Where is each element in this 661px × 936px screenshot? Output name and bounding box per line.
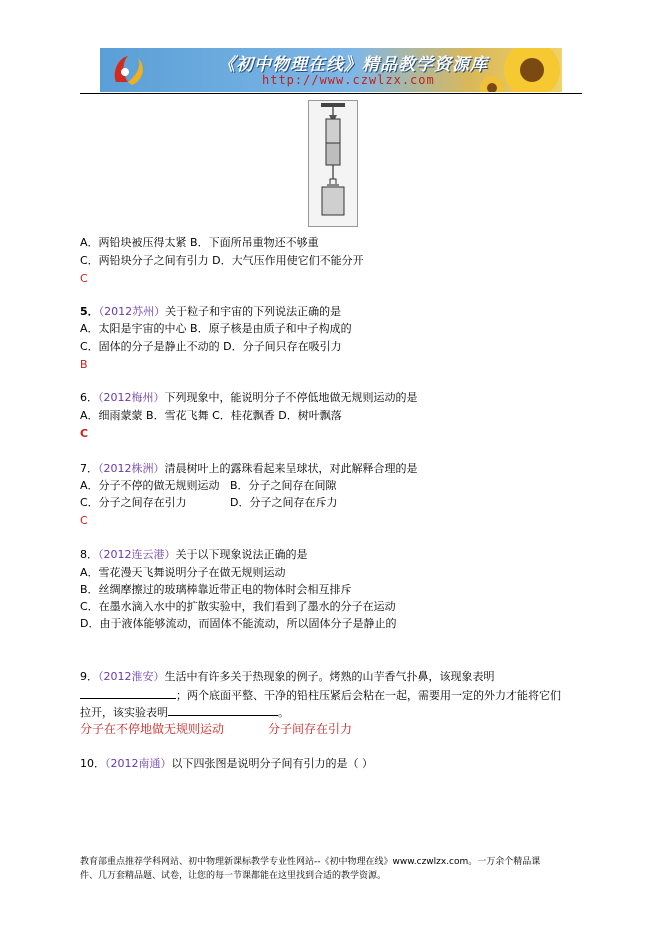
q9-blank-2[interactable] (168, 705, 278, 716)
q9-stem-text: 生活中有许多关于热现象的例子。烤熟的山芋香气扑鼻，该现象表明 (164, 670, 495, 683)
q5-source: （2012苏州） (98, 305, 166, 318)
q9-number: 9． (80, 670, 98, 683)
q6-options: A．细雨蒙蒙 B．雪花飞舞 C．桂花飘香 D．树叶飘落 (80, 409, 342, 422)
site-logo-icon (108, 52, 148, 88)
q8-option-d: D．由于液体能够流动，而固体不能流动，所以固体分子是静止的 (80, 617, 397, 630)
q7-option-b: B．分子之间存在间隙 (230, 479, 337, 492)
q9-tail-end: 。 (278, 706, 289, 719)
q4-answer: C (80, 272, 88, 285)
q7-option-a: A．分子不停的做无规则运动 (80, 479, 220, 492)
q7-option-d: D．分子之间存在斥力 (230, 496, 338, 509)
q7-number: 7． (80, 462, 98, 475)
q8-number: 8． (80, 548, 98, 561)
q8-option-c: C．在墨水滴入水中的扩散实验中，我们看到了墨水的分子在运动 (80, 600, 396, 613)
q8-source: （2012连云港） (98, 548, 176, 561)
q9-blank-1[interactable] (80, 688, 176, 699)
q10-stem-text: 以下四张图是说明分子间有引力的是（ ） (171, 757, 373, 770)
site-title: 《初中物理在线》精品教学资源库 (218, 55, 488, 75)
q6-stem (80, 391, 418, 405)
q6-stem-text: 下列现象中，能说明分子不停低地做无规则运动的是 (164, 391, 418, 404)
q9-stem (80, 670, 495, 684)
site-url[interactable]: http://www.czwlzx.com (262, 73, 435, 87)
q5-number: 5． (80, 305, 99, 318)
q10-source: （2012南通） (105, 757, 172, 770)
q9-answer-1: 分子在不停地做无规则运动 (80, 722, 225, 736)
q6-source: （2012梅州） (98, 391, 165, 404)
q5-answer: B (80, 358, 88, 371)
q8-stem-text: 关于以下现象说法正确的是 (175, 548, 308, 561)
q8-stem (80, 548, 308, 562)
q7-stem-text: 清晨树叶上的露珠看起来呈球状，对此解释合理的是 (164, 462, 418, 475)
q9-tail-text: 拉开，该实验表明 (80, 706, 168, 719)
q10-stem (80, 757, 373, 771)
q9-answer-2: 分子间存在引力 (268, 722, 353, 736)
q9-mid-text: ；两个底面平整、干净的铅柱压紧后会粘在一起，需要用一定的外力才能将它们 (176, 689, 561, 702)
q7-source: （2012株洲） (98, 462, 165, 475)
q6-number: 6． (80, 391, 98, 404)
q10-number: 10． (80, 757, 105, 770)
q8-option-b: B．丝绸摩擦过的玻璃棒靠近带正电的物体时会相互排斥 (80, 583, 352, 596)
hanging-lead-blocks-icon (309, 101, 357, 226)
q5-options-cd: C．固体的分子是静止不动的 D．分子间只存在吸引力 (80, 340, 342, 353)
footer-line-2: 件、几万套精品题、试卷，让您的每一节课都能在这里找到合适的教学资源。 (80, 871, 387, 881)
q9-source: （2012淮安） (98, 670, 165, 683)
header-banner (100, 48, 562, 92)
q7-option-c: C．分子之间存在引力 (80, 496, 187, 509)
q9-line2 (80, 688, 561, 703)
q5-stem-text: 关于粒子和宇宙的下列说法正确的是 (165, 305, 342, 318)
q4-options-ab: A．两铅块被压得太紧 B．下面所吊重物还不够重 (80, 236, 319, 249)
header-divider (80, 93, 582, 94)
q7-stem (80, 462, 418, 476)
q6-answer: C (80, 427, 89, 440)
q8-option-a: A．雪花漫天飞舞说明分子在做无规则运动 (80, 566, 286, 579)
q4-options-cd: C．两铅块分子之间有引力 D．大气压作用使它们不能分开 (80, 254, 364, 267)
sunflower-icon (462, 48, 562, 92)
q5-stem (80, 305, 341, 319)
q7-answer: C (80, 514, 88, 527)
q9-line3 (80, 705, 289, 720)
q5-options-ab: A．太阳是宇宙的中心 B．原子核是由质子和中子构成的 (80, 322, 352, 335)
footer-line-1: 教育部重点推荐学科网站、初中物理新课标教学专业性网站--《初中物理在线》www.czwlzx.com。一万余个精品课 (80, 857, 541, 867)
lead-blocks-figure (308, 100, 358, 227)
